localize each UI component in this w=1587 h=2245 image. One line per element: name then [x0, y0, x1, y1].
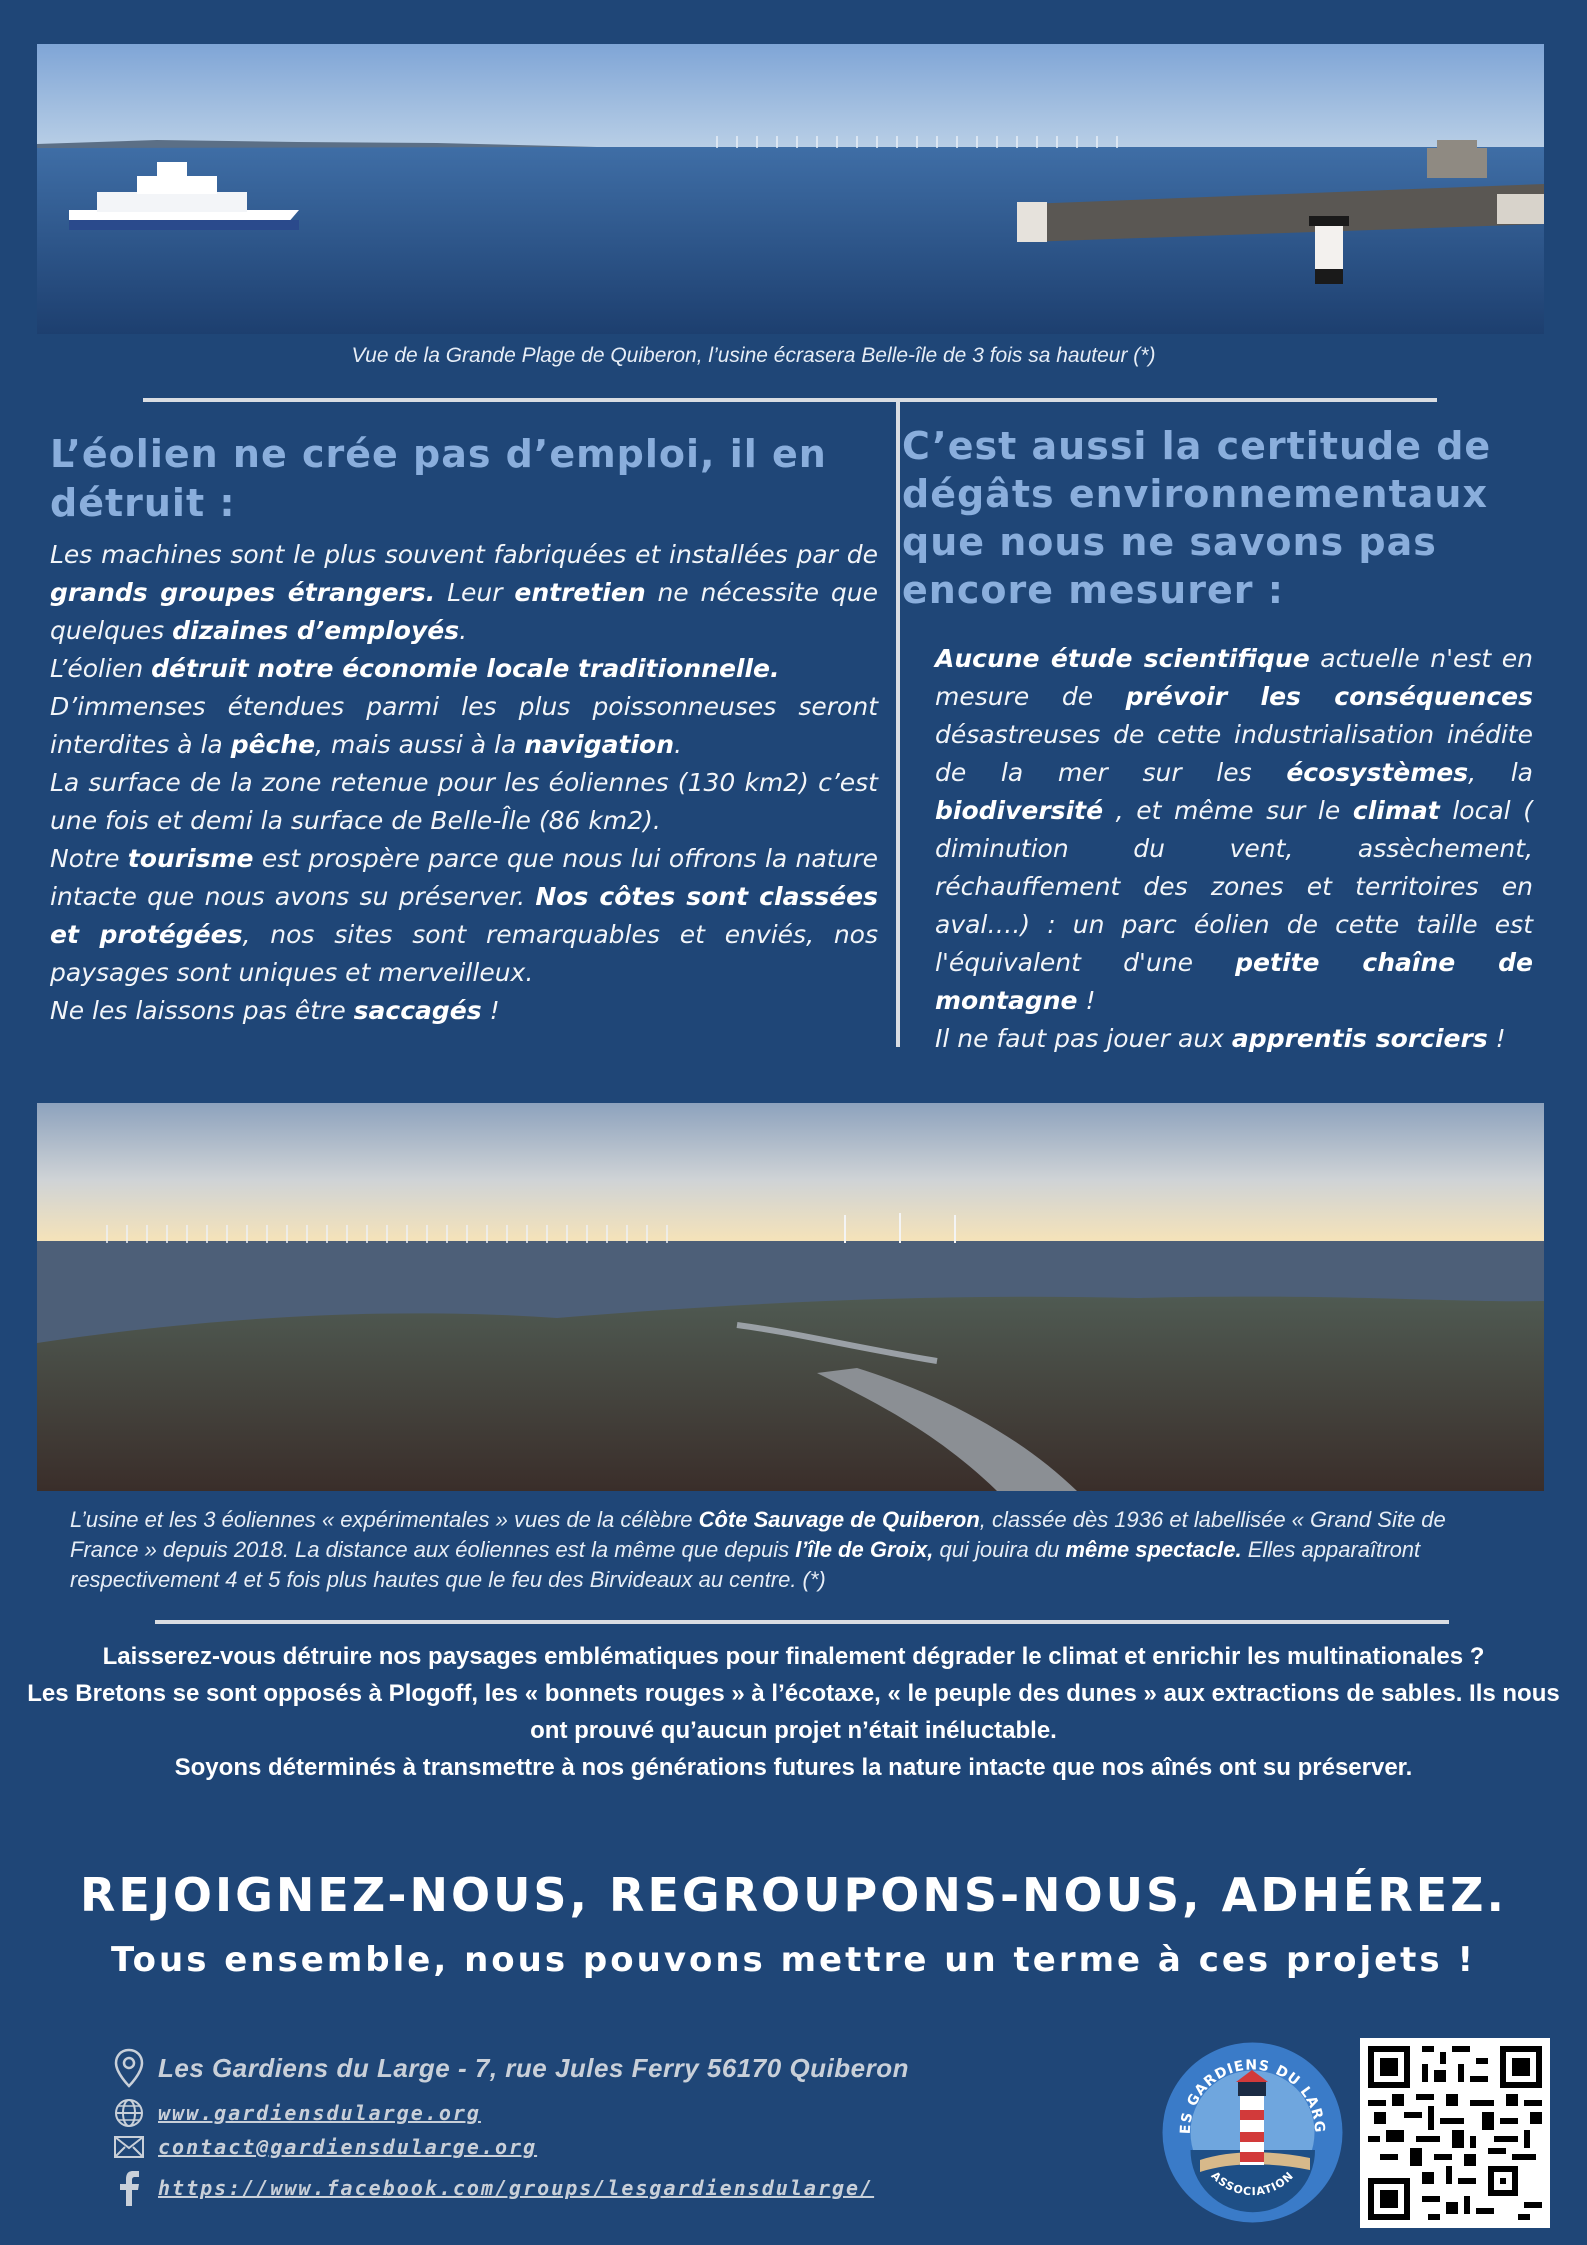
appeal-line: Les Bretons se sont opposés à Plogoff, les « bonnets rouges » à l’écotaxe, « le peuple des dunes » aux extractions de sables. Ils nous ont prouvé qu’aucun projet n’était inéluctable. [27, 1680, 1560, 1744]
appeal-line: Laisserez-vous détruire nos paysages emblématiques pour finalement dégrader le climat et enrichir les multinationales ? [102, 1643, 1485, 1670]
appeal-line: Soyons déterminés à transmettre à nos générations futures la nature intacte que nos aînés ont su préserver. [174, 1754, 1413, 1781]
harbour-photo [37, 44, 1544, 334]
call-to-action-title: REJOIGNEZ-NOUS, REGROUPONS-NOUS, ADHÉREZ. [79, 1868, 1508, 1922]
coast-photo-caption: L’usine et les 3 éoliennes « expérimentales » vues de la célèbre Côte Sauvage de Quiberon, classée dès 1936 et labellisée « Grand Site de France » depuis 2018. La distance aux éoliennes est la même que depuis l’île de Groix, qui jouira du même spectacle. Elles apparaîtront respectivement 4 et 5 fois plus hautes que le feu des Birvideaux au centre. (*) [70, 1507, 1446, 1592]
logo-bottom-text: ASSOCIATION [1208, 2168, 1297, 2199]
employment-section [50, 430, 878, 1030]
website-link[interactable]: www.gardiensdularge.org [158, 2101, 481, 2125]
footer-email-row [110, 2135, 537, 2159]
column-divider [896, 402, 900, 1047]
qr-code-icon [1360, 2038, 1550, 2228]
environment-heading: C’est aussi la certitude de dégâts environnementaux que nous ne savons pas encore mesurer : [902, 424, 1492, 612]
envelope-icon [110, 2135, 148, 2159]
globe-icon [110, 2097, 148, 2129]
environment-section [935, 632, 1533, 1058]
email-link[interactable]: contact@gardiensdularge.org [158, 2135, 538, 2159]
facebook-icon [110, 2170, 148, 2206]
divider [155, 1620, 1449, 1624]
coast-photo [37, 1103, 1544, 1491]
employment-heading: L’éolien ne crée pas d’emploi, il en détruit : [50, 432, 827, 525]
environment-text: Aucune étude scientifique actuelle n'est en mesure de prévoir les conséquences désastreuses de cette industrialisation inédite de la mer sur les écosystèmes, la biodiversité , et même sur le climat local ( diminution du vent, assèchement, réchauffement des zones et territoires en aval….) : un parc éolien de cette taille est l'équivalent d'une petite chaîne de montagne ! Il ne faut pas jouer aux apprentis sorciers ! [935, 644, 1533, 1053]
appeal-text [10, 1638, 1577, 1786]
footer-address: Les Gardiens du Large - 7, rue Jules Ferry 56170 Quiberon [158, 2052, 909, 2083]
environment-section-heading [902, 422, 1572, 614]
facebook-link[interactable]: https://www.facebook.com/groups/lesgardiensdularge/ [158, 2176, 875, 2200]
call-to-action-subtitle: Tous ensemble, nous pouvons mettre un terme à ces projets ! [110, 1940, 1477, 1980]
harbour-photo-caption: Vue de la Grande Plage de Quiberon, l’usine écrasera Belle-île de 3 fois sa hauteur (*) [351, 344, 1156, 367]
divider [143, 398, 1437, 402]
footer-website-row [110, 2097, 481, 2129]
logo-top-text: ES GARDIENS DU LARG [1177, 2057, 1328, 2135]
association-logo [1160, 2040, 1345, 2225]
location-pin-icon [110, 2048, 148, 2088]
employment-text: Les machines sont le plus souvent fabriquées et installées par de grands groupes étrangers. Leur entretien ne nécessite que quelques dizaines d’employés. L’éolien détruit notre économie locale traditionnelle. D’immenses étendues parmi les plus poissonneuses seront interdites à la pêche, mais aussi à la navigation. La surface de la zone retenue pour les éoliennes (130 km2) c’est une fois et demi la surface de Belle-Île (86 km2). Notre tourisme est prospère parce que nous lui offrons la nature intacte que nous avons su préserver. Nos côtes sont classées et protégées, nos sites sont remarquables et enviés, nos paysages sont uniques et merveilleux. Ne les laissons pas être saccagés ! [50, 540, 879, 1025]
footer-address-row [110, 2048, 909, 2088]
footer-facebook-row [110, 2170, 874, 2206]
